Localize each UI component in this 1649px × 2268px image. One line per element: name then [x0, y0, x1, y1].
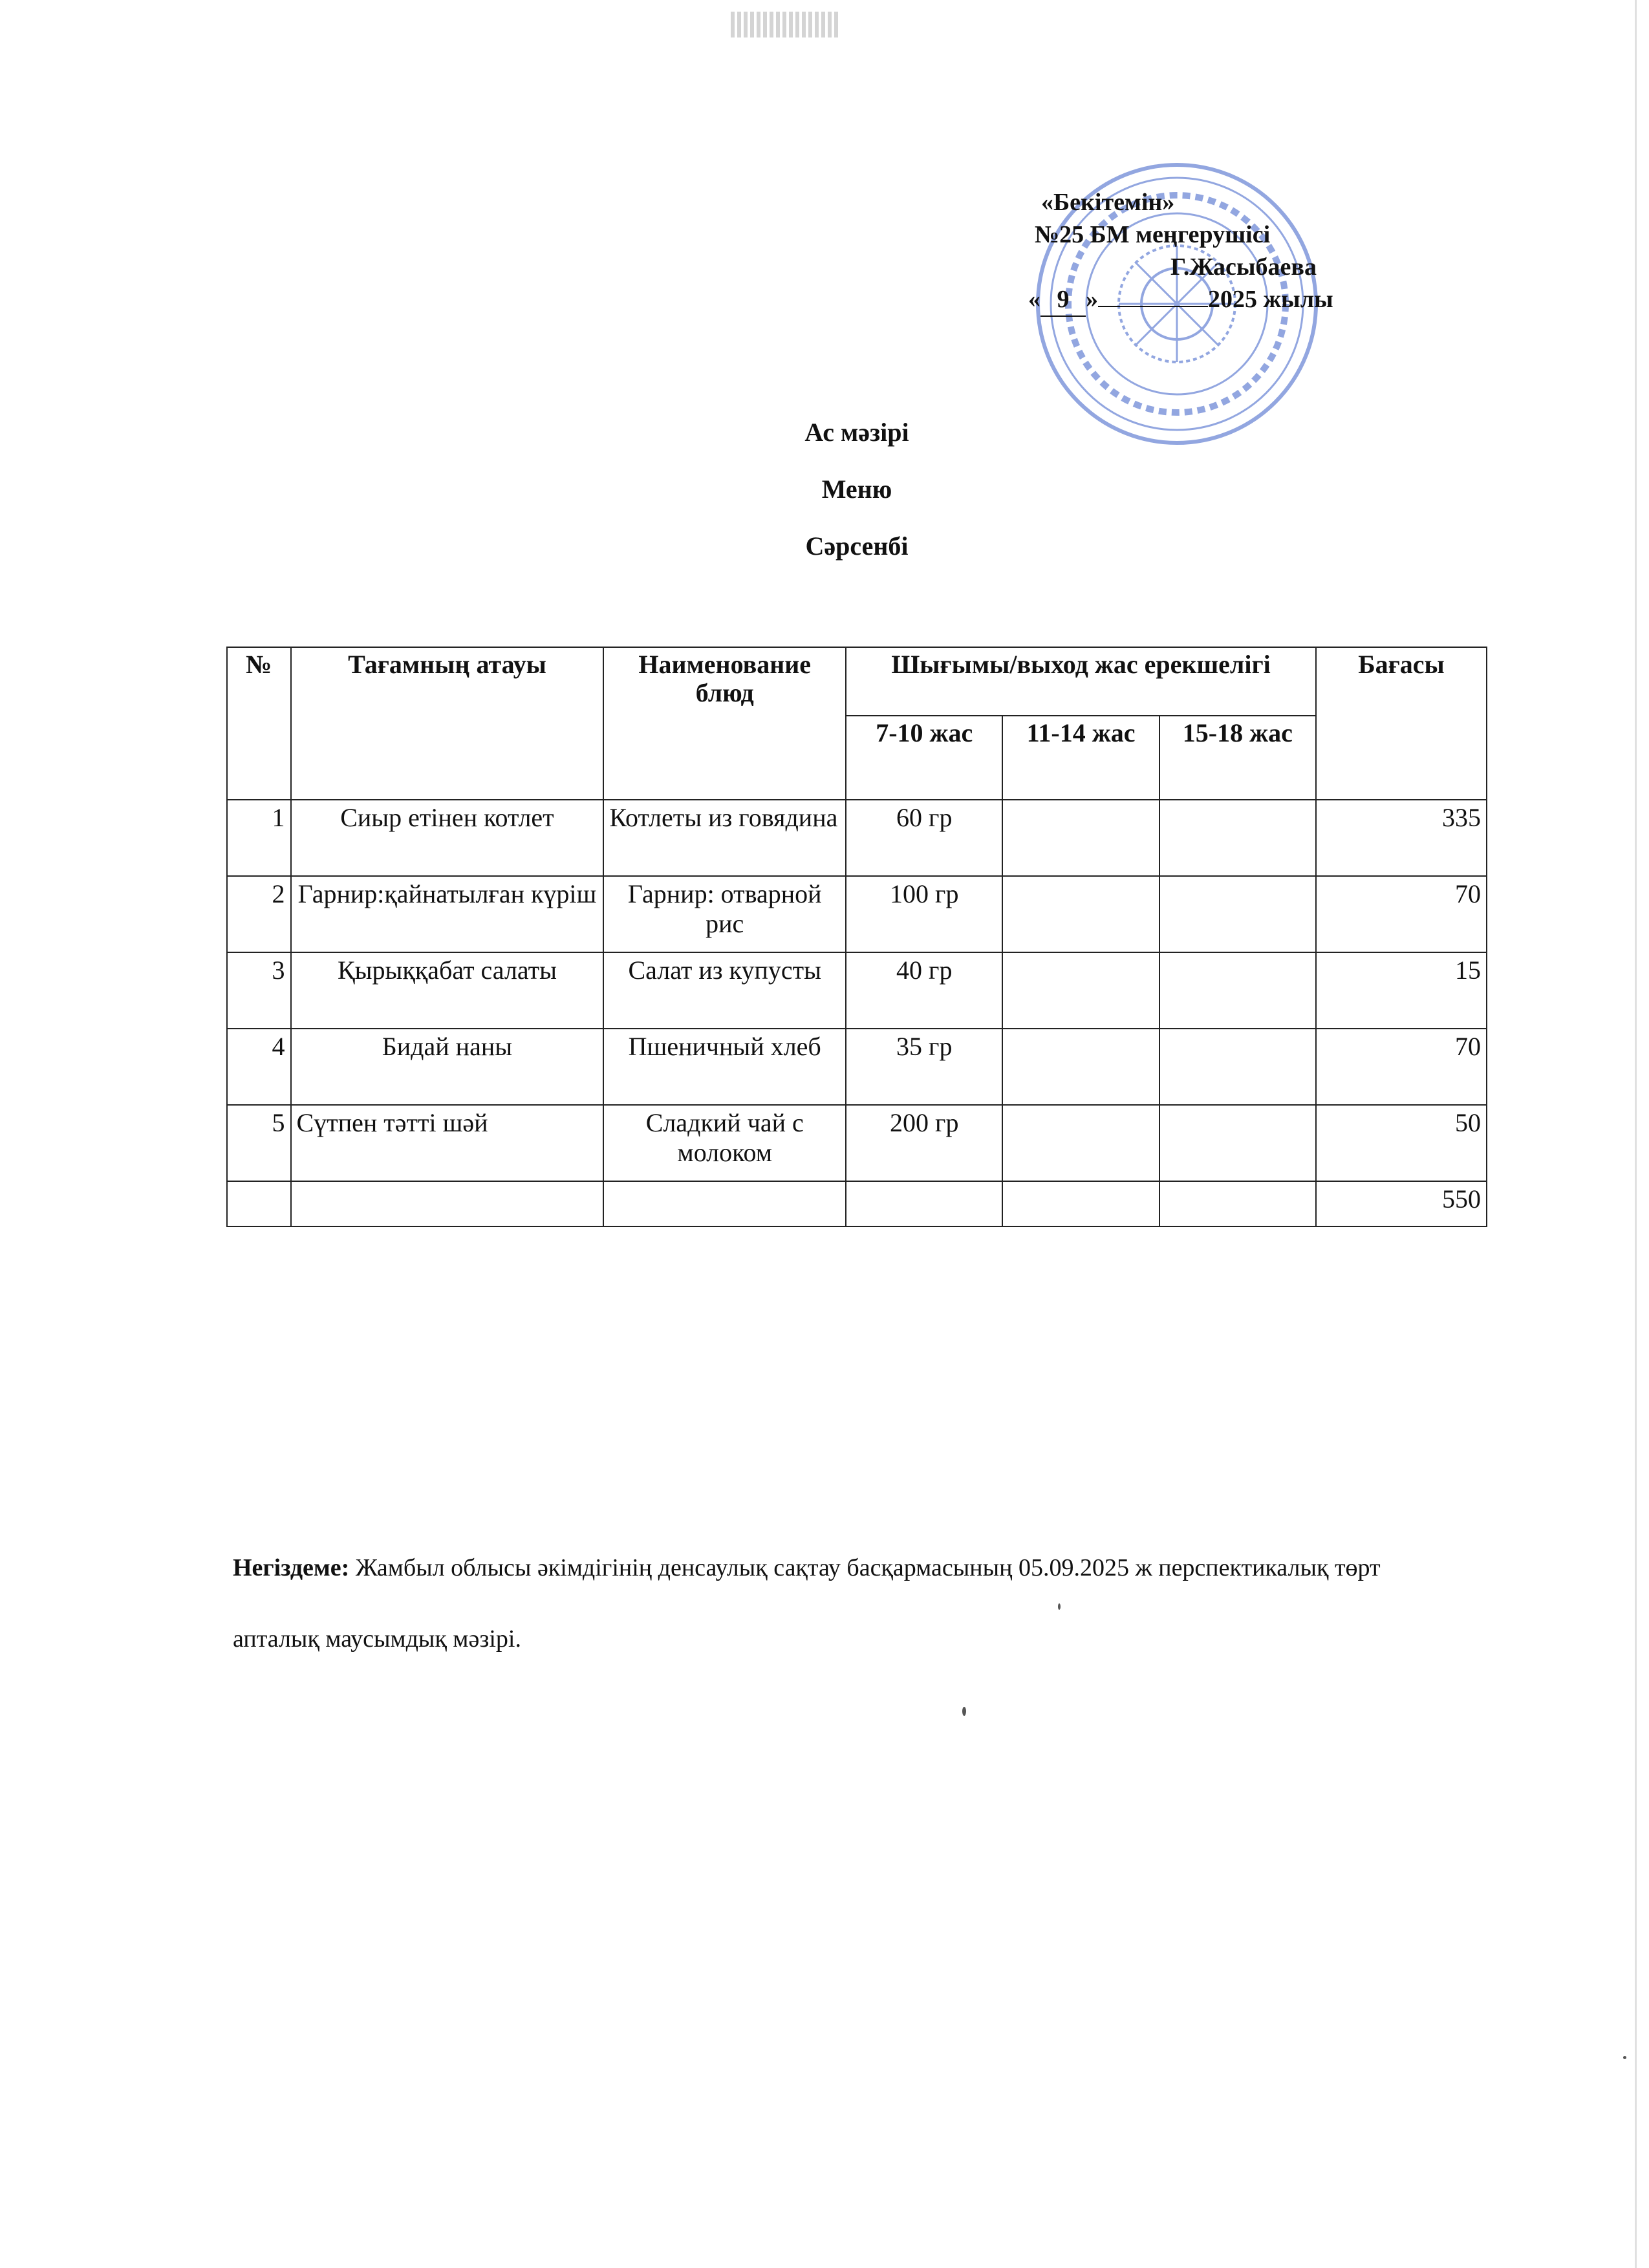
cell-name-ru: Котлеты из говядина [603, 800, 846, 876]
cell-age1: 200 гр [846, 1105, 1002, 1181]
cell-no: 4 [227, 1029, 291, 1105]
cell-price: 50 [1316, 1105, 1487, 1181]
cell-name-ru: Сладкий чай с молоком [603, 1105, 846, 1181]
approval-title: «Бекітемін» [1041, 189, 1175, 216]
header-name-kz: Тағамның атауы [291, 647, 604, 800]
header-age-7-10: 7-10 жас [846, 716, 1002, 800]
table-row [227, 800, 1487, 876]
cell-name-kz: Бидай наны [291, 1029, 604, 1105]
cell-no: 1 [227, 800, 291, 876]
table-row [227, 952, 1487, 1029]
cell-age1: 100 гр [846, 876, 1002, 952]
cell-name-kz: Гарнир:қайнатылған күріш [291, 876, 604, 952]
date-day: 9 [1040, 283, 1086, 317]
cell-age2 [1002, 800, 1159, 876]
table-row [227, 1105, 1487, 1181]
header-age-11-14: 11-14 жас [1002, 716, 1159, 800]
approval-signatory: Г.Жасыбаева [1170, 253, 1317, 281]
header-no: № [227, 647, 291, 800]
date-quote-open: « [1028, 286, 1040, 313]
cell-name-ru: Пшеничный хлеб [603, 1029, 846, 1105]
cell-age2 [1002, 1029, 1159, 1105]
cell-age2 [1002, 952, 1159, 1029]
cell-age2 [1002, 1105, 1159, 1181]
cell-age1: 35 гр [846, 1029, 1002, 1105]
cell-age3 [1159, 952, 1316, 1029]
cell-age1: 60 гр [846, 800, 1002, 876]
cell-age3 [1159, 800, 1316, 876]
approval-date [1028, 283, 1474, 317]
cell-total-price: 550 [1316, 1181, 1487, 1226]
cell-age3 [1159, 876, 1316, 952]
menu-table [226, 647, 1487, 1227]
title-kz: Ас мәзірі [804, 418, 909, 447]
cell-empty [1002, 1181, 1159, 1226]
cell-no: 2 [227, 876, 291, 952]
cell-age2 [1002, 876, 1159, 952]
basis-note [233, 1532, 1461, 1674]
cell-age3 [1159, 1105, 1316, 1181]
approval-block [1022, 186, 1474, 317]
cell-empty [227, 1181, 291, 1226]
cell-age3 [1159, 1029, 1316, 1105]
title-ru: Меню [821, 475, 892, 504]
menu-titles [711, 404, 1002, 575]
cell-price: 335 [1316, 800, 1487, 876]
date-month-blank [1098, 306, 1208, 307]
header-output: Шығымы/выход жас ерекшелігі [846, 647, 1316, 716]
cell-name-ru: Гарнир: отварной рис [603, 876, 846, 952]
table-header-row [227, 647, 1487, 716]
scan-speck [1058, 1603, 1061, 1610]
scan-edge [1635, 0, 1637, 2268]
date-quote-close: » [1086, 286, 1098, 313]
cell-no: 5 [227, 1105, 291, 1181]
cell-empty [291, 1181, 604, 1226]
header-age-15-18: 15-18 жас [1159, 716, 1316, 800]
cell-price: 15 [1316, 952, 1487, 1029]
cell-no: 3 [227, 952, 291, 1029]
basis-text: Жамбыл облысы әкімдігінің денсаулық сақтау басқармасының 05.09.2025 ж перспектикалық төрт апталық маусымдық мәзірі. [233, 1554, 1381, 1653]
basis-label: Негіздеме: [233, 1554, 350, 1581]
scan-artifact [731, 12, 841, 37]
approval-position: №25 БМ меңгерушісі [1035, 221, 1271, 248]
table-row [227, 1029, 1487, 1105]
cell-name-kz: Сүтпен тәтті шәй [291, 1105, 604, 1181]
cell-name-ru: Салат из купусты [603, 952, 846, 1029]
title-day: Сәрсенбі [805, 531, 909, 561]
cell-age1: 40 гр [846, 952, 1002, 1029]
date-year: 2025 жылы [1208, 286, 1333, 313]
header-price: Бағасы [1316, 647, 1487, 800]
header-name-ru: Наименование блюд [603, 647, 846, 800]
cell-empty [1159, 1181, 1316, 1226]
cell-empty [603, 1181, 846, 1226]
cell-price: 70 [1316, 1029, 1487, 1105]
cell-name-kz: Сиыр етінен котлет [291, 800, 604, 876]
cell-name-kz: Қырыққабат салаты [291, 952, 604, 1029]
cell-empty [846, 1181, 1002, 1226]
scan-speck [1623, 2056, 1626, 2059]
table-total-row [227, 1181, 1487, 1226]
cell-price: 70 [1316, 876, 1487, 952]
table-row [227, 876, 1487, 952]
scan-speck [962, 1707, 966, 1716]
